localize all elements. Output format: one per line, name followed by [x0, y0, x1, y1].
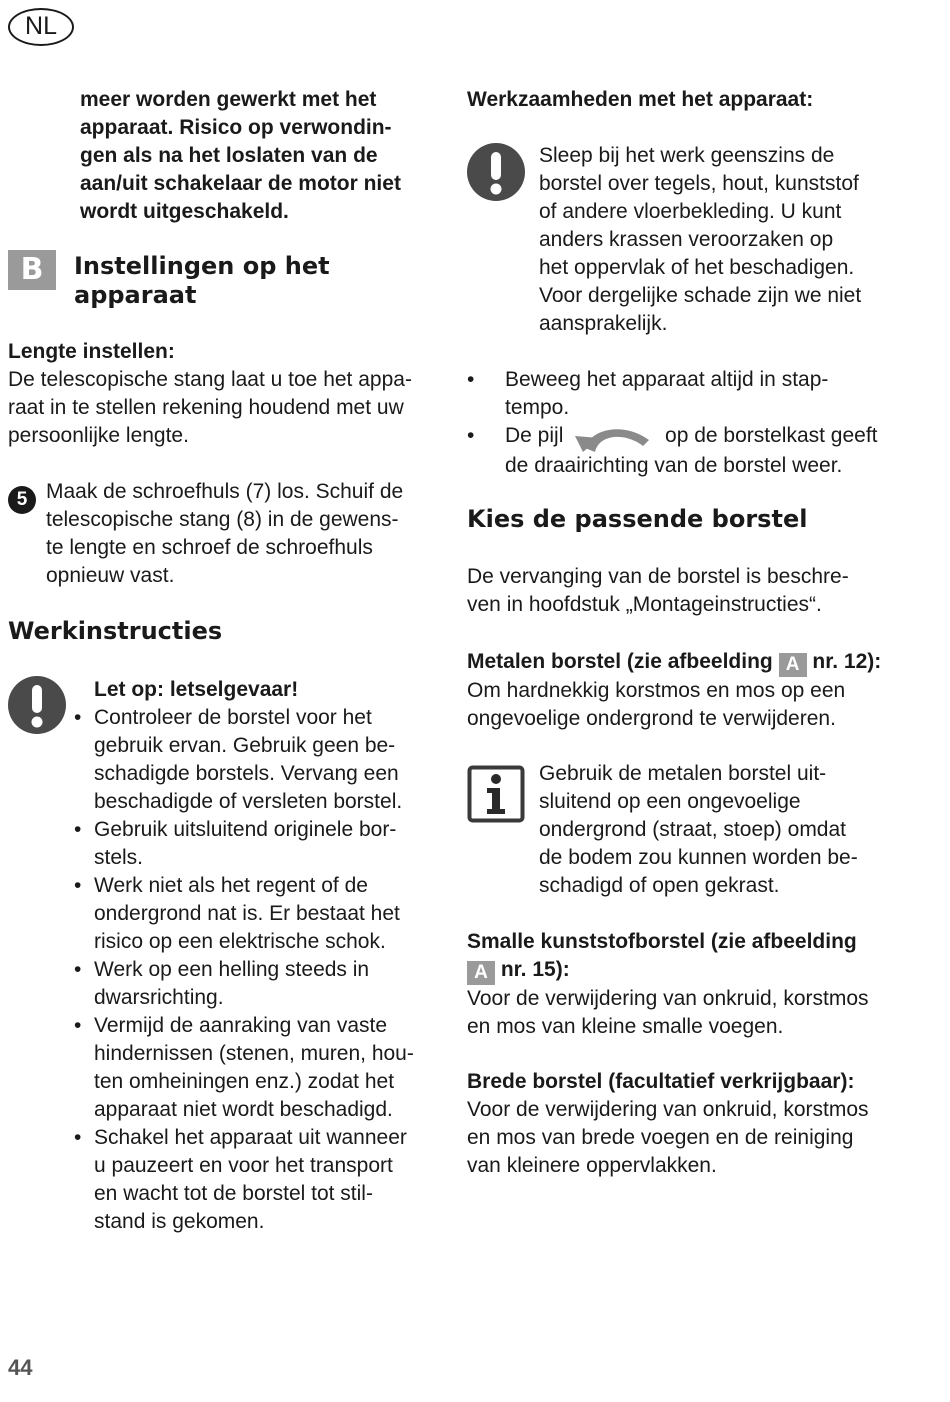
- list-item: • Werk op een helling steeds in dwarsrichting.: [74, 958, 370, 1009]
- narrow-brush-section: Smalle kunststofborstel (zie afbeelding A nr. 15): Voor de verwijdering van onkruid, korstmos en mos van kleine smalle voegen.: [467, 930, 869, 1038]
- page-number: 44: [8, 1355, 33, 1380]
- info-text: Gebruik de metalen borstel uit- sluitend op een ongevoelige ondergrond (straat, stoep) omdat de bodem zou kunnen worden be- schadigd of open gekrast.: [539, 762, 858, 897]
- language-badge: NL: [8, 8, 74, 46]
- list-item: • Schakel het apparaat uit wanneer u pauzeert en voor het transport en wacht tot de borstel tot stil- stand is gekomen.: [74, 1126, 407, 1233]
- work-activities-title: Werkzaamheden met het apparaat:: [467, 88, 814, 111]
- length-section: Lengte instellen: De telescopische stang laat u toe het appa- raat in te stellen rekening houdend met uw persoonlijke lengte.: [8, 340, 412, 447]
- choose-brush-text: De vervanging van de borstel is beschre- ven in hoofdstuk „Montageinstructies“.: [467, 565, 849, 616]
- list-item: • Gebruik uitsluitend originele bor- stels.: [74, 818, 397, 869]
- list-item: • Vermijd de aanraking van vaste hindernissen (stenen, muren, hou- ten omheiningen enz.) zodat het apparaat niet wordt beschadigd.: [74, 1014, 414, 1121]
- wide-brush-title: Brede borstel (facultatief verkrijgbaar):: [467, 1070, 855, 1093]
- warning-icon: [467, 143, 525, 201]
- step-text: Maak de schroefhuls (7) los. Schuif de telescopische stang (8) in de gewens- te lengte en schroef de schroefhuls opnieuw vast.: [46, 480, 404, 587]
- rotation-arrow-icon: [573, 422, 655, 452]
- figure-a-badge: A: [467, 961, 495, 985]
- length-title: Lengte instellen:: [8, 340, 175, 363]
- usage-list: [467, 366, 925, 480]
- figure-a-badge: A: [779, 653, 807, 677]
- wide-brush-section: Brede borstel (facultatief verkrijgbaar): Voor de verwijdering van onkruid, korstmos en mos van brede voegen en de reiniging van kleinere oppervlakken.: [467, 1070, 869, 1177]
- list-item: • Werk niet als het regent of de ondergrond nat is. Er bestaat het risico op een elektrische schok.: [74, 874, 400, 953]
- list-item: • De pijl op de borstelkast geeft de draairichting van de borstel weer.: [467, 424, 878, 477]
- caution-title: Let op: letselgevaar!: [94, 678, 299, 701]
- caution-list: [74, 704, 444, 1236]
- section-title: Instellingen op het apparaat: [74, 252, 330, 309]
- choose-brush-title: Kies de passende borstel: [467, 505, 808, 533]
- work-instructions-title: Werkinstructies: [8, 617, 223, 645]
- list-item: • Controleer de borstel voor het gebruik ervan. Gebruik geen be- schadigde borstels. Vervang een beschadigde of versleten borstel.: [74, 706, 403, 813]
- metal-brush-title: Metalen borstel (zie afbeelding A nr. 12):: [467, 650, 882, 675]
- info-icon: [467, 765, 525, 823]
- list-item: • Beweeg het apparaat altijd in stap- tempo.: [467, 368, 829, 419]
- intro-warning-text: meer worden gewerkt met het apparaat. Risico op verwondin- gen als na het loslaten van de aan/uit schakelaar de motor niet wordt uitgeschakeld.: [80, 88, 401, 223]
- warning-text: Sleep bij het werk geenszins de borstel over tegels, hout, kunststof of andere vloerbekleding. U kunt anders krassen veroorzaken op het oppervlak of het beschadigen. Voor dergelijke schade zijn we niet aansprakelijk.: [539, 144, 862, 335]
- metal-brush-section: Metalen borstel (zie afbeelding A nr. 12): Om hardnekkig korstmos en mos op een ongevoelige ondergrond te verwijderen.: [467, 650, 882, 730]
- section-badge: B: [8, 250, 56, 290]
- warning-icon: [8, 676, 66, 734]
- step-number-badge: 5: [8, 486, 36, 514]
